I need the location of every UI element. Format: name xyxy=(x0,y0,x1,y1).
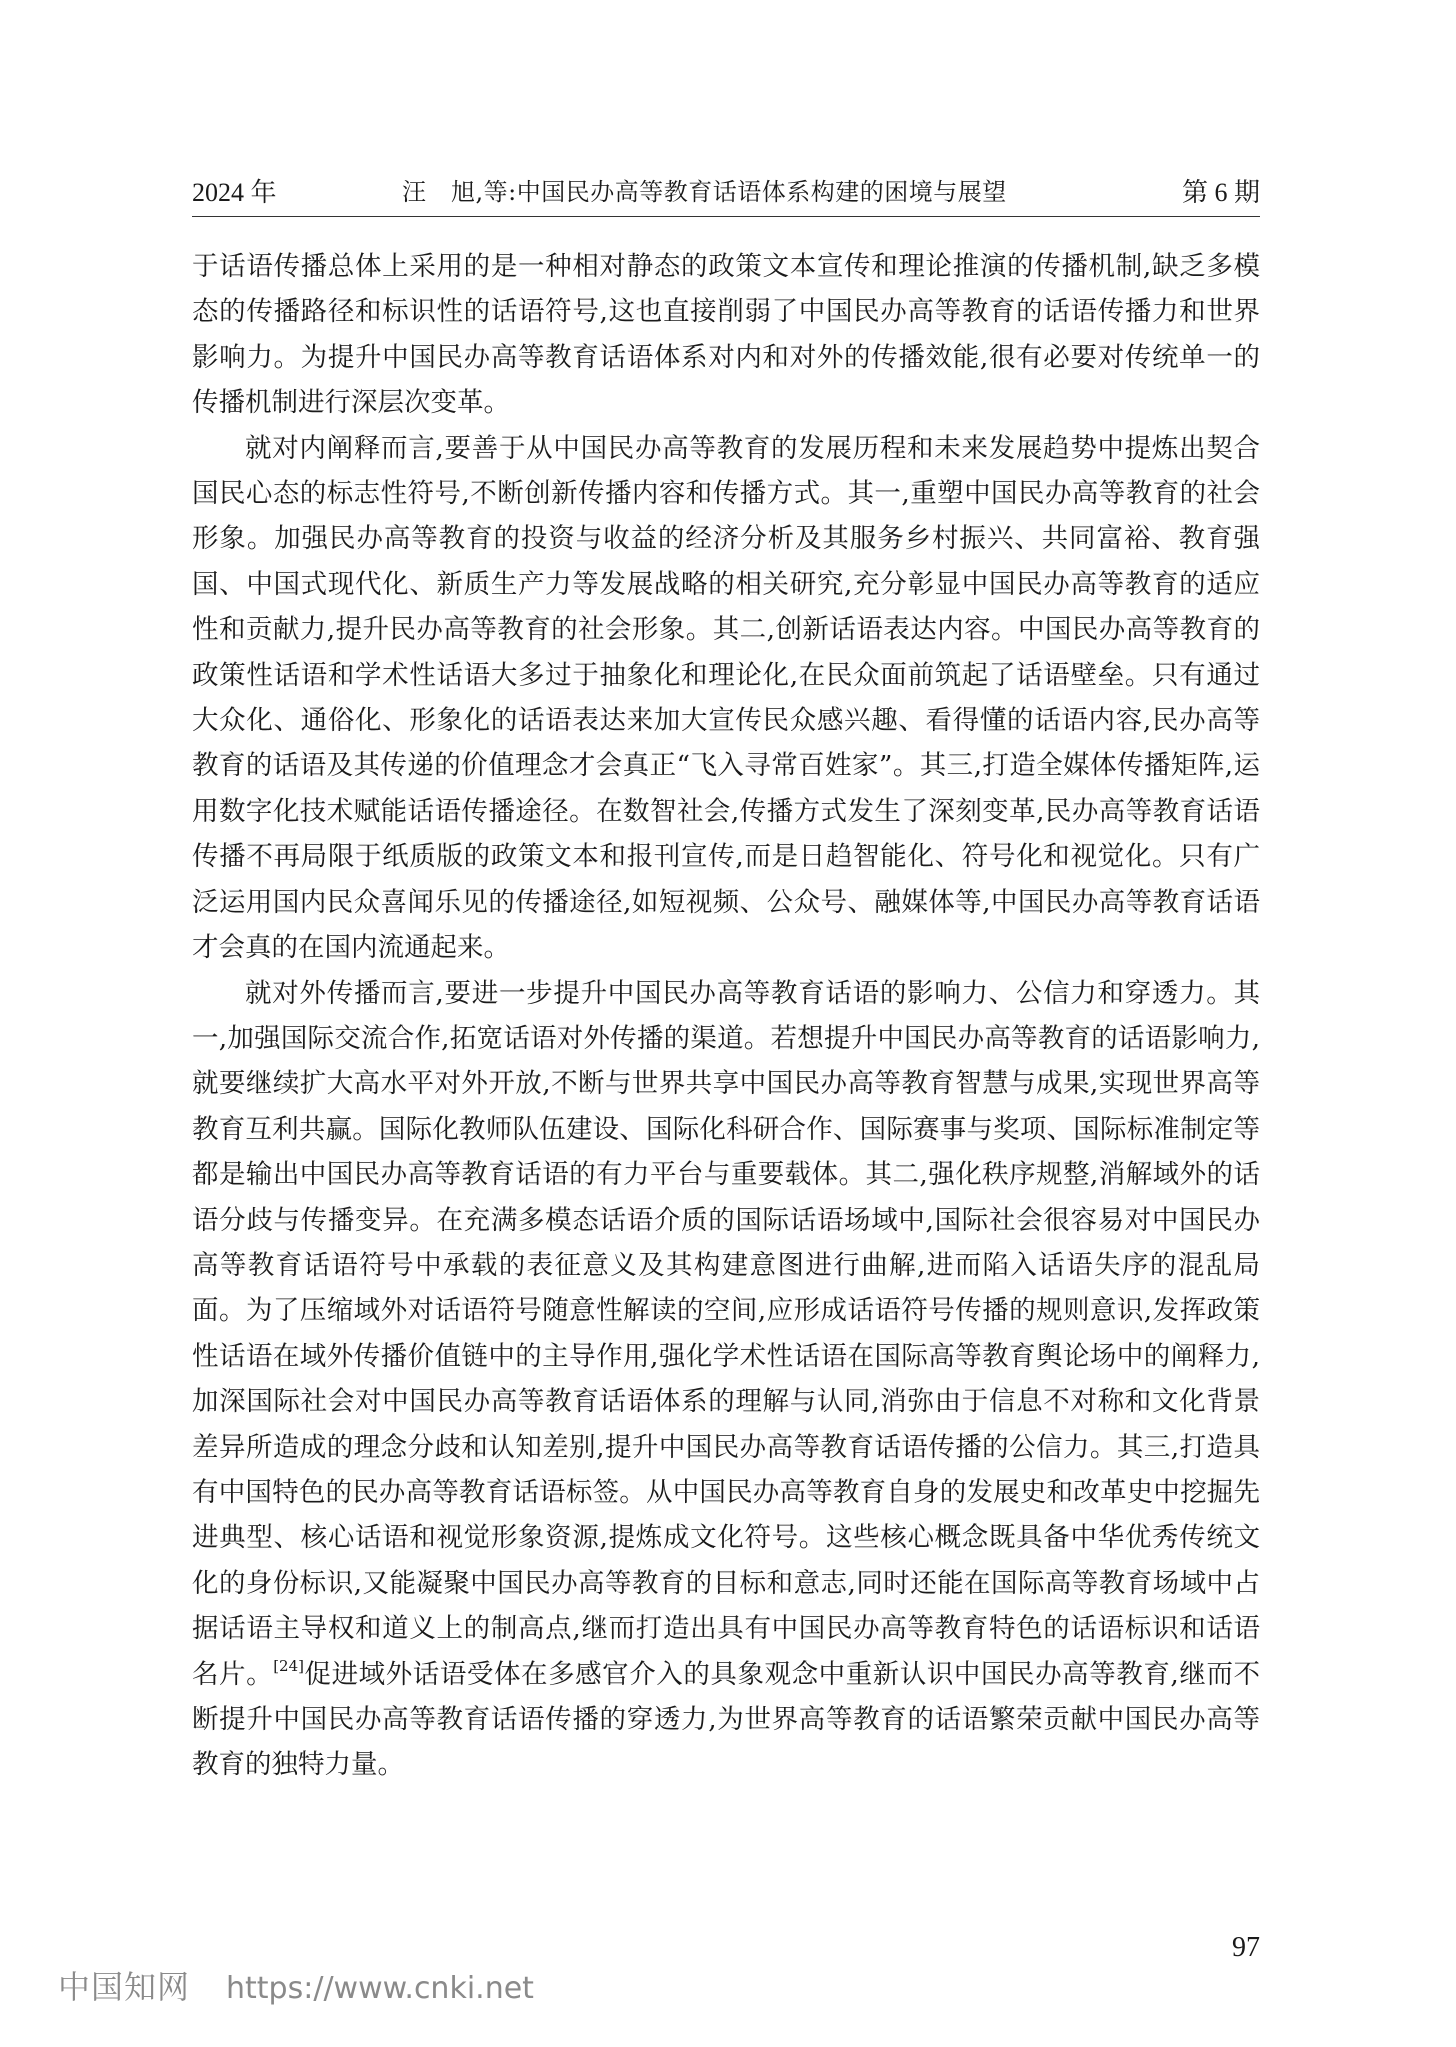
cnki-watermark xyxy=(58,1962,534,2008)
paragraph-2: 就对内阐释而言,要善于从中国民办高等教育的发展历程和未来发展趋势中提炼出契合国民心态的标志性符号,不断创新传播内容和传播方式。其一,重塑中国民办高等教育的社会形象。加强民办高等教育的投资与收益的经济分析及其服务乡村振兴、共同富裕、教育强国、中国式现代化、新质生产力等发展战略的相关研究,充分彰显中国民办高等教育的适应性和贡献力,提升民办高等教育的社会形象。其二,创新话语表达内容。中国民办高等教育的政策性话语和学术性话语大多过于抽象化和理论化,在民众面前筑起了话语壁垒。只有通过大众化、通俗化、形象化的话语表达来加大宣传民众感兴趣、看得懂的话语内容,民办高等教育的话语及其传递的价值理念才会真正“飞入寻常百姓家”。其三,打造全媒体传播矩阵,运用数字化技术赋能话语传播途径。在数智社会,传播方式发生了深刻变革,民办高等教育话语传播不再局限于纸质版的政策文本和报刊宣传,而是日趋智能化、符号化和视觉化。只有广泛运用国内民众喜闻乐见的传播途径,如短视频、公众号、融媒体等,中国民办高等教育话语才会真的在国内流通起来。 xyxy=(192,432,1260,964)
watermark-brand: 中国知网 xyxy=(58,1968,191,2006)
header-article-title: 汪 旭,等:中国民办高等教育话语体系构建的困境与展望 xyxy=(402,178,1007,206)
citation-ref-24[interactable]: [24] xyxy=(273,1656,304,1675)
article-body xyxy=(192,244,1260,1788)
paragraph-3 xyxy=(192,971,1260,1788)
running-header xyxy=(192,168,1260,217)
header-year: 2024 年 xyxy=(192,178,277,207)
paragraph-3-text-after: 促进域外话语受体在多感官介入的具象观念中重新认识中国民办高等教育,继而不断提升中国民办高等教育话语传播的穿透力,为世界高等教育的话语繁荣贡献中国民办高等教育的独特力量。 xyxy=(192,1658,1260,1781)
paragraph-3-text-before: 就对外传播而言,要进一步提升中国民办高等教育话语的影响力、公信力和穿透力。其一,加强国际交流合作,拓宽话语对外传播的渠道。若想提升中国民办高等教育的话语影响力,就要继续扩大高水平对外开放,不断与世界共享中国民办高等教育智慧与成果,实现世界高等教育互利共赢。国际化教师队伍建设、国际化科研合作、国际赛事与奖项、国际标准制定等都是输出中国民办高等教育话语的有力平台与重要载体。其二,强化秩序规整,消解域外的话语分歧与传播变异。在充满多模态话语介质的国际话语场域中,国际社会很容易对中国民办高等教育话语符号中承载的表征意义及其构建意图进行曲解,进而陷入话语失序的混乱局面。为了压缩域外对话语符号随意性解读的空间,应形成话语符号传播的规则意识,发挥政策性话语在域外传播价值链中的主导作用,强化学术性话语在国际高等教育舆论场中的阐释力,加深国际社会对中国民办高等教育话语体系的理解与认同,消弥由于信息不对称和文化背景差异所造成的理念分歧和认知差别,提升中国民办高等教育话语传播的公信力。其三,打造具有中国特色的民办高等教育话语标签。从中国民办高等教育自身的发展史和改革史中挖掘先进典型、核心话语和视觉形象资源,提炼成文化符号。这些核心概念既具备中华优秀传统文化的身份标识,又能凝聚中国民办高等教育的目标和意志,同时还能在国际高等教育场域中占据话语主导权和道义上的制高点,继而打造出具有中国民办高等教育特色的话语标识和话语名片。 xyxy=(192,977,1260,1690)
watermark-url: https://www.cnki.net xyxy=(226,1971,534,2006)
paragraph-1: 于话语传播总体上采用的是一种相对静态的政策文本宣传和理论推演的传播机制,缺乏多模态的传播路径和标识性的话语符号,这也直接削弱了中国民办高等教育的话语传播力和世界影响力。为提升中国民办高等教育话语体系对内和对外的传播效能,很有必要对传统单一的传播机制进行深层次变革。 xyxy=(192,251,1260,419)
page-number: 97 xyxy=(1232,1932,1260,1963)
header-issue: 第 6 期 xyxy=(1181,178,1260,207)
